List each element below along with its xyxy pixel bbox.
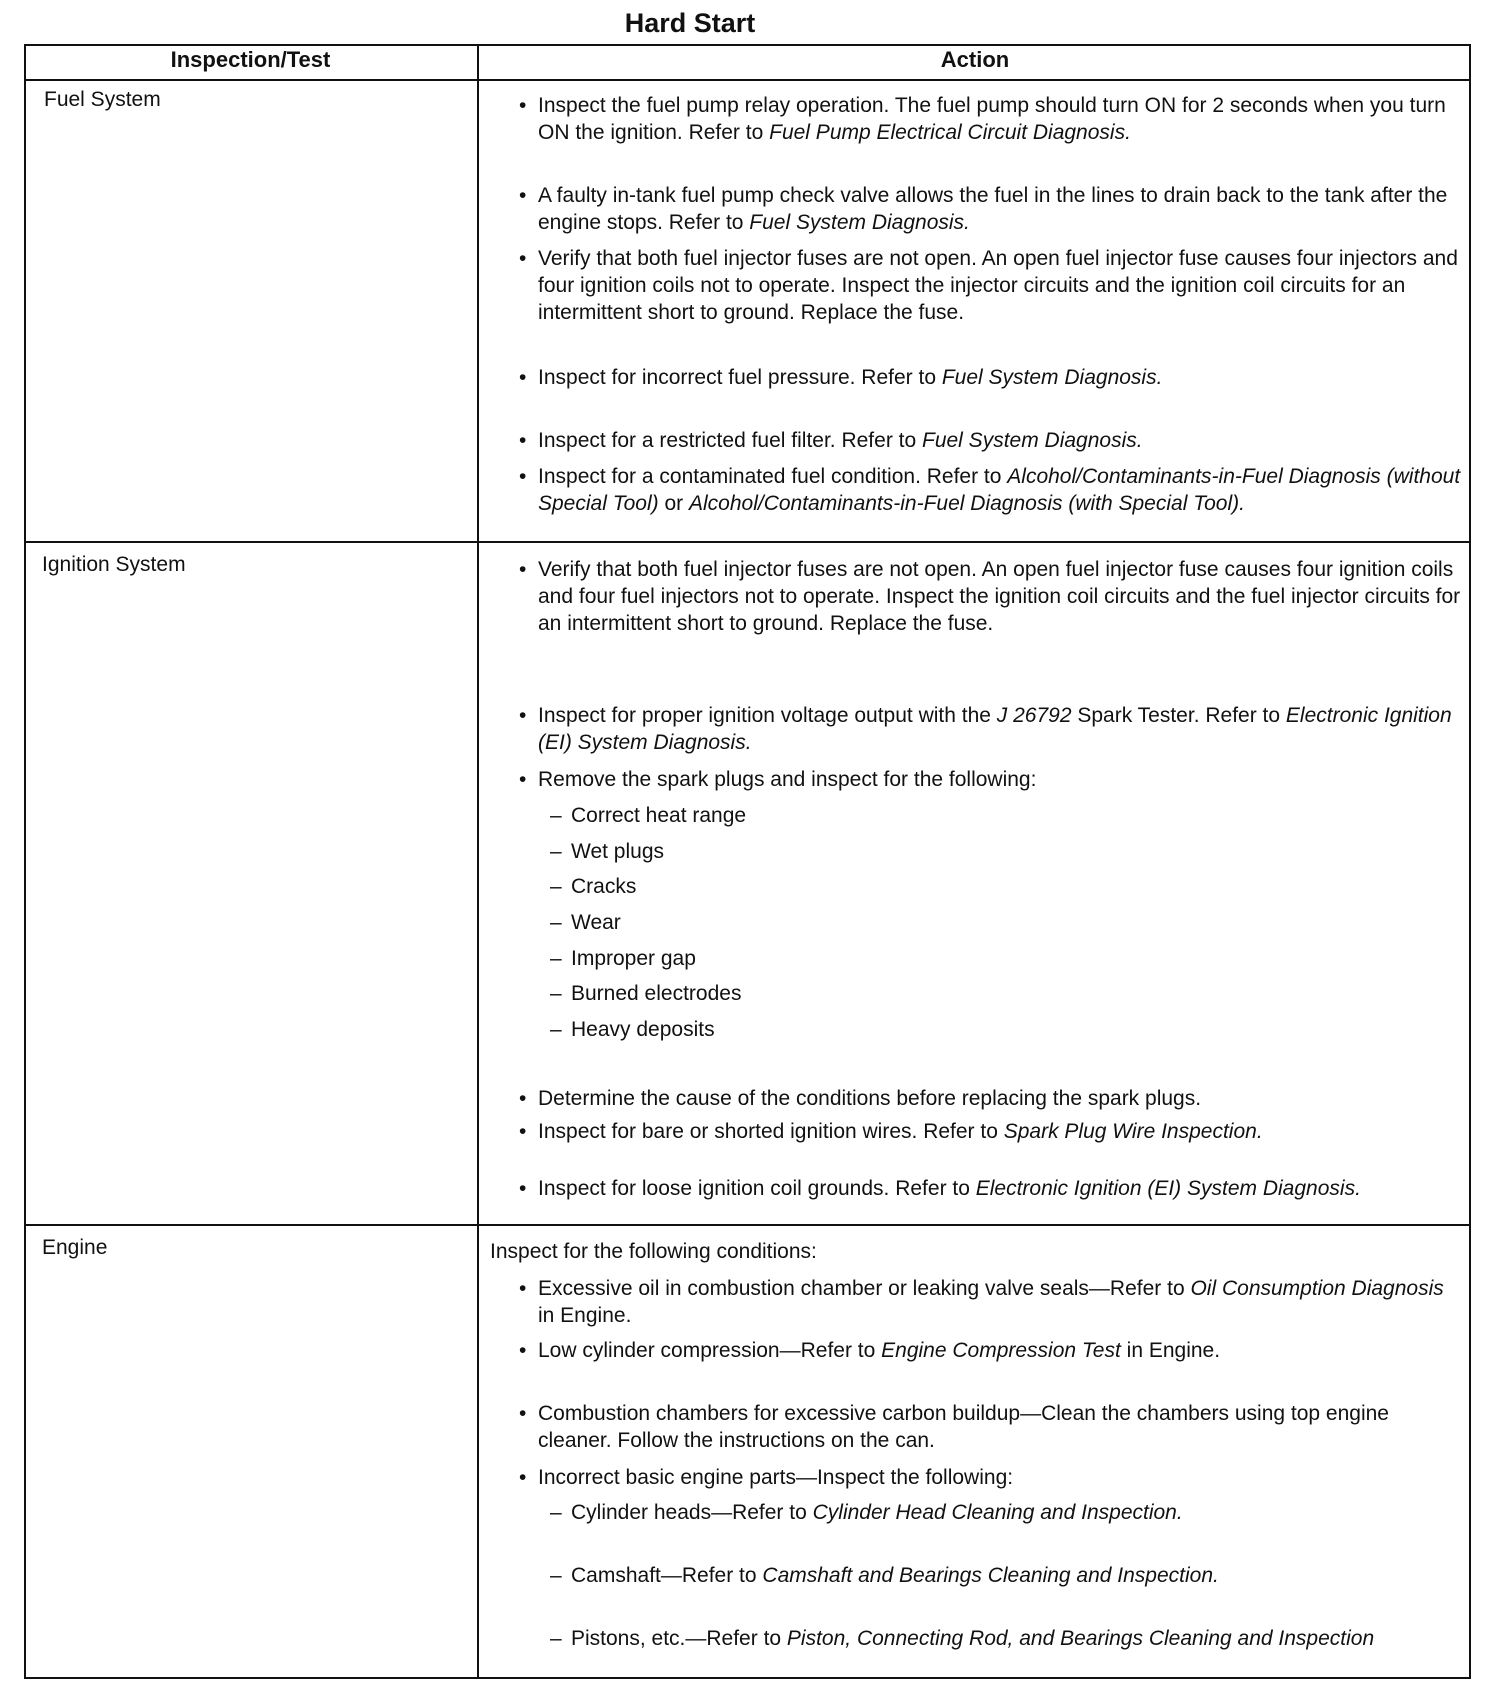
header-inspection-test: Inspection/Test [170, 47, 331, 72]
action-text: Wet plugs [571, 840, 664, 863]
reference-text: Camshaft and Bearings Cleaning and Inspection. [762, 1564, 1219, 1587]
bullet-item [538, 1118, 1463, 1145]
sub-list-item [571, 873, 1461, 900]
sub-list-item [571, 1499, 1461, 1526]
action-text: Improper gap [571, 947, 696, 970]
reference-text: Fuel System Diagnosis. [941, 366, 1163, 389]
header-action: Action [940, 47, 1010, 72]
bullet-item [538, 1275, 1463, 1329]
bullet-item [538, 182, 1463, 236]
sub-list-item [571, 1562, 1461, 1589]
reference-text: Fuel Pump Electrical Circuit Diagnosis. [769, 121, 1131, 144]
action-text: Incorrect basic engine parts—Inspect the following: [538, 1466, 1014, 1489]
bullet-item [538, 1175, 1463, 1202]
action-text: Combustion chambers for excessive carbon buildup—Clean the chambers using top engine cleaner. Follow the instructions on the can. [538, 1402, 1389, 1452]
action-text: Correct heat range [571, 804, 747, 827]
action-text: Wear [571, 911, 621, 934]
sub-list-item [571, 980, 1461, 1007]
reference-text: Spark Plug Wire Inspection. [1003, 1120, 1263, 1143]
page-title: Hard Start [624, 8, 756, 38]
bullet-item [538, 556, 1463, 637]
reference-text: Alcohol/Contaminants-in-Fuel Diagnosis (without Special Tool) [538, 465, 1461, 515]
action-text: Inspect for incorrect fuel pressure. Refer to [538, 366, 942, 389]
action-text: or [658, 492, 689, 515]
action-text: Camshaft—Refer to [571, 1564, 763, 1587]
action-text: Inspect for proper ignition voltage output with the [538, 704, 997, 727]
row-label-fuel-system: Fuel System [44, 88, 161, 111]
action-text: Verify that both fuel injector fuses are not open. An open fuel injector fuse causes four injectors and four ignition coils not to operate. Inspect the injector circuits and the ignition coil circuits for an intermittent short to ground. Replace the fuse. [538, 247, 1458, 324]
action-text: Inspect for bare or shorted ignition wires. Refer to [538, 1120, 1004, 1143]
bullet-item [538, 1337, 1463, 1364]
sub-list-item [571, 838, 1461, 865]
action-text: Burned electrodes [571, 982, 742, 1005]
action-text: Inspect the fuel pump relay operation. The fuel pump should turn ON for 2 seconds when you turn ON the ignition. Refer to [538, 94, 1446, 144]
reference-text: Fuel System Diagnosis. [749, 211, 970, 234]
row-label-ignition-system: Ignition System [42, 553, 186, 576]
reference-text: Piston, Connecting Rod, and Bearings Cleaning and Inspection [786, 1627, 1375, 1650]
reference-text: Engine Compression Test [881, 1339, 1121, 1362]
reference-text: Fuel System Diagnosis. [922, 429, 1143, 452]
action-text: Inspect for loose ignition coil grounds. Refer to [538, 1177, 976, 1200]
action-text: Pistons, etc.—Refer to [571, 1627, 787, 1650]
table-divider [24, 79, 1471, 81]
bullet-item [538, 463, 1463, 517]
action-text: Inspect for the following conditions: [490, 1240, 817, 1263]
bullet-item [538, 1464, 1463, 1491]
action-text: in Engine. [538, 1304, 632, 1327]
action-text: Determine the cause of the conditions before replacing the spark plugs. [538, 1087, 1202, 1110]
reference-text: Electronic Ignition (EI) System Diagnosis. [538, 704, 1452, 754]
sub-list-item [571, 1625, 1461, 1652]
sub-list-item [571, 909, 1461, 936]
action-text: A faulty in-tank fuel pump check valve allows the fuel in the lines to drain back to the tank after the engine stops. Refer to [538, 184, 1448, 234]
table-divider [24, 1224, 1471, 1226]
action-text: Heavy deposits [571, 1018, 715, 1041]
bullet-item [538, 427, 1463, 454]
action-text: Spark Tester. Refer to [1071, 704, 1286, 727]
reference-text: J 26792 [996, 704, 1072, 727]
sub-list-item [571, 1016, 1461, 1043]
action-text: in Engine. [1120, 1339, 1221, 1362]
bullet-item [538, 1085, 1463, 1112]
bullet-item [538, 1400, 1463, 1454]
action-text: Cylinder heads—Refer to [571, 1501, 813, 1524]
reference-text: Alcohol/Contaminants-in-Fuel Diagnosis (with Special Tool). [688, 492, 1245, 515]
action-text: Inspect for a restricted fuel filter. Refer to [538, 429, 922, 452]
action-text: Low cylinder compression—Refer to [538, 1339, 882, 1362]
bullet-item [538, 245, 1463, 326]
intro-text [490, 1238, 1415, 1265]
bullet-item [538, 766, 1463, 793]
table-divider [24, 541, 1471, 543]
reference-text: Electronic Ignition (EI) System Diagnosis. [975, 1177, 1361, 1200]
sub-list-item [571, 945, 1461, 972]
action-text: Verify that both fuel injector fuses are not open. An open fuel injector fuse causes four ignition coils and four fuel injectors not to operate. Inspect the ignition coil circuits and the fuel injector circuits for an intermittent short to ground. Replace the fuse. [538, 558, 1461, 635]
action-text: Inspect for a contaminated fuel condition. Refer to [538, 465, 1008, 488]
reference-text: Oil Consumption Diagnosis [1190, 1277, 1444, 1300]
bullet-item [538, 702, 1463, 756]
sub-list-item [571, 802, 1461, 829]
action-text: Remove the spark plugs and inspect for the following: [538, 768, 1037, 791]
bullet-item [538, 364, 1463, 391]
action-text: Cracks [571, 875, 637, 898]
bullet-item [538, 92, 1463, 146]
column-divider [477, 44, 479, 1679]
reference-text: Cylinder Head Cleaning and Inspection. [812, 1501, 1183, 1524]
action-text: Excessive oil in combustion chamber or leaking valve seals—Refer to [538, 1277, 1191, 1300]
row-label-engine: Engine [42, 1236, 108, 1259]
